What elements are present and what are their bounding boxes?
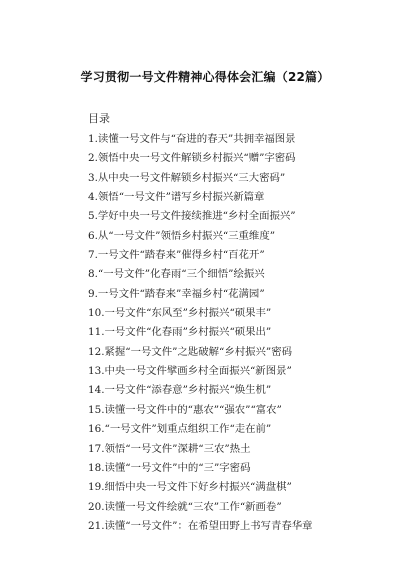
toc-item: 12.紧握“一号文件”之匙破解“乡村振兴”密码 [88, 345, 293, 358]
toc-item: 2.领悟中央一号文件解锁乡村振兴“赠”字密码 [88, 152, 296, 165]
toc-item: 18.读懂“一号文件”中的“三”字密码 [88, 461, 251, 474]
toc-item: 3.从中央一号文件解锁乡村振兴“三大密码” [88, 171, 286, 184]
toc-item: 10.一号文件“东风至”乡村振兴“硕果丰” [88, 307, 272, 320]
toc-item: 1.读懂一号文件与“奋进的春天”共拥幸福图景 [88, 133, 296, 145]
toc-item: 16.“一号文件”划重点组织工作“走在前” [88, 423, 272, 436]
toc-item: 11.一号文件“化春雨”乡村振兴“硕果出” [88, 326, 272, 339]
toc-item: 7.一号文件“踏春来”催得乡村“百花开” [88, 249, 265, 262]
document-title: 学习贯彻一号文件精神心得体会汇编（22篇） [80, 70, 330, 84]
toc-item: 13.中央一号文件擘画乡村全面振兴“新图景” [88, 365, 292, 378]
toc-item: 19.细悟中央一号文件下好乡村振兴“满盘棋” [88, 481, 292, 494]
toc-heading: 目录 [88, 112, 110, 125]
toc-item: 5.学好中央一号文件接续推进“乡村全面振兴” [88, 210, 296, 223]
toc-item: 21.读懂“一号文件”：在希望田野上书写青春华章 [88, 519, 313, 532]
toc-item: 20.读懂一号文件绘就“三农”工作“新画卷” [88, 500, 282, 513]
toc-item: 17.领悟“一号文件”深耕“三农”热土 [88, 442, 251, 455]
toc-item: 9.一号文件“踏春来”幸福乡村“花满园” [88, 287, 265, 300]
toc-item: 14.一号文件“添春意”乡村振兴“焕生机” [88, 384, 272, 397]
toc-item: 8.“一号文件”化春雨“三个细悟”绘振兴 [88, 268, 265, 281]
toc-item: 6.从“一号文件”领悟乡村振兴“三重维度” [88, 229, 276, 242]
toc-list [88, 130, 313, 536]
toc-item: 4.领悟“一号文件”谱写乡村振兴新篇章 [88, 191, 265, 204]
toc-item: 15.读懂一号文件中的“惠农”“强农”“富农” [88, 403, 282, 416]
